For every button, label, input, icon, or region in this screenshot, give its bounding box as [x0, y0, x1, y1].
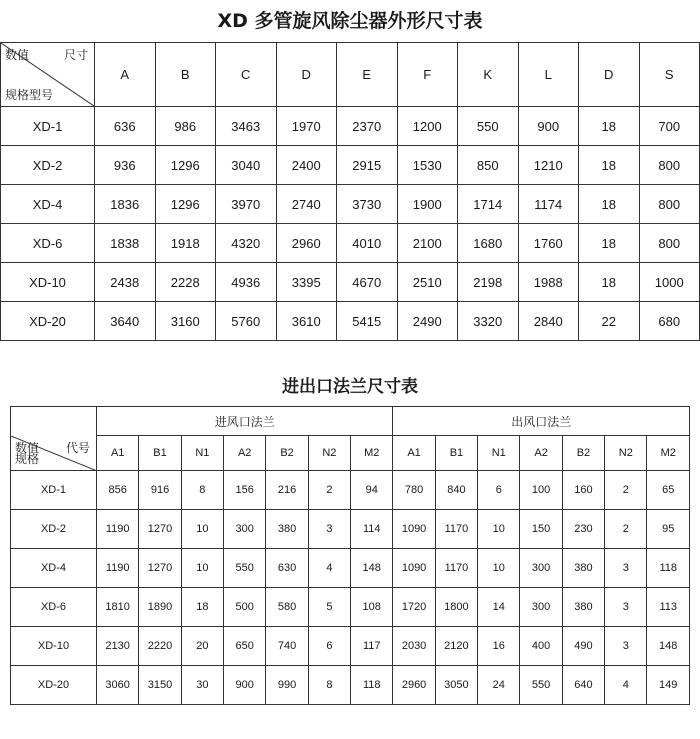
value-cell: 5 [308, 588, 350, 627]
value-cell: 1714 [458, 185, 519, 224]
value-cell: 4 [308, 549, 350, 588]
value-cell: 1918 [155, 224, 216, 263]
value-cell: 2198 [458, 263, 519, 302]
flange-table-title: 进出口法兰尺寸表 [282, 377, 418, 397]
value-cell: 20 [181, 627, 223, 666]
corner-label-code: 代号 [65, 440, 90, 455]
value-cell: 148 [351, 549, 393, 588]
value-cell: 400 [520, 627, 562, 666]
model-name-cell: XD-1 [11, 471, 97, 510]
table-row [11, 549, 690, 588]
value-cell: 1200 [397, 107, 458, 146]
value-cell: 2510 [397, 263, 458, 302]
value-cell: 95 [647, 510, 690, 549]
dimension-table-header-row [1, 43, 700, 107]
value-cell: 680 [639, 302, 700, 341]
value-cell: 4010 [337, 224, 398, 263]
value-cell: 6 [308, 627, 350, 666]
flange-column-header: N1 [478, 436, 520, 471]
model-name-cell: XD-20 [1, 302, 95, 341]
value-cell: 1838 [95, 224, 156, 263]
value-cell: 14 [478, 588, 520, 627]
value-cell: 550 [224, 549, 266, 588]
value-cell: 1170 [435, 510, 477, 549]
dimension-column-header: B [155, 43, 216, 107]
value-cell: 580 [266, 588, 308, 627]
value-cell: 1090 [393, 510, 435, 549]
table-row [1, 224, 700, 263]
value-cell: 160 [562, 471, 604, 510]
value-cell: 16 [478, 627, 520, 666]
value-cell: 3 [605, 627, 647, 666]
value-cell: 800 [639, 224, 700, 263]
table-row [11, 471, 690, 510]
value-cell: 1174 [518, 185, 579, 224]
value-cell: 4 [605, 666, 647, 705]
table-row [11, 666, 690, 705]
value-cell: 10 [181, 510, 223, 549]
table-row [11, 588, 690, 627]
value-cell: 1190 [97, 510, 139, 549]
flange-table-group-row [11, 407, 690, 436]
value-cell: 3050 [435, 666, 477, 705]
dimension-column-header: S [639, 43, 700, 107]
table-row [1, 263, 700, 302]
value-cell: 1296 [155, 146, 216, 185]
value-cell: 300 [520, 549, 562, 588]
dimension-table-title: XD 多管旋风除尘器外形尺寸表 [217, 10, 483, 32]
flange-column-header: B1 [139, 436, 181, 471]
value-cell: 2840 [518, 302, 579, 341]
value-cell: 490 [562, 627, 604, 666]
model-name-cell: XD-2 [1, 146, 95, 185]
value-cell: 1296 [155, 185, 216, 224]
dimension-column-header: K [458, 43, 519, 107]
value-cell: 3970 [216, 185, 277, 224]
value-cell: 1190 [97, 549, 139, 588]
value-cell: 2120 [435, 627, 477, 666]
value-cell: 149 [647, 666, 690, 705]
value-cell: 2 [605, 471, 647, 510]
value-cell: 18 [579, 107, 640, 146]
corner-label-model: 规格型号 [5, 88, 54, 102]
value-cell: 2 [605, 510, 647, 549]
corner-label-value: 数值 [15, 440, 40, 455]
table-row [11, 510, 690, 549]
value-cell: 5415 [337, 302, 398, 341]
value-cell: 117 [351, 627, 393, 666]
value-cell: 780 [393, 471, 435, 510]
flange-column-header: B2 [562, 436, 604, 471]
value-cell: 1890 [139, 588, 181, 627]
flange-column-header: M2 [647, 436, 690, 471]
value-cell: 8 [181, 471, 223, 510]
flange-table-header-row [11, 436, 690, 471]
flange-column-header: M2 [351, 436, 393, 471]
value-cell: 300 [224, 510, 266, 549]
value-cell: 800 [639, 146, 700, 185]
value-cell: 3060 [97, 666, 139, 705]
value-cell: 1170 [435, 549, 477, 588]
value-cell: 4670 [337, 263, 398, 302]
value-cell: 100 [520, 471, 562, 510]
model-name-cell: XD-10 [1, 263, 95, 302]
value-cell: 740 [266, 627, 308, 666]
corner-label-spec: 规格 [15, 452, 40, 466]
value-cell: 8 [308, 666, 350, 705]
value-cell: 3040 [216, 146, 277, 185]
value-cell: 230 [562, 510, 604, 549]
value-cell: 4936 [216, 263, 277, 302]
value-cell: 1836 [95, 185, 156, 224]
value-cell: 65 [647, 471, 690, 510]
value-cell: 156 [224, 471, 266, 510]
value-cell: 640 [562, 666, 604, 705]
value-cell: 24 [478, 666, 520, 705]
value-cell: 2220 [139, 627, 181, 666]
value-cell: 2400 [276, 146, 337, 185]
value-cell: 2960 [276, 224, 337, 263]
value-cell: 380 [266, 510, 308, 549]
value-cell: 1270 [139, 510, 181, 549]
table-row [1, 107, 700, 146]
model-name-cell: XD-4 [1, 185, 95, 224]
value-cell: 380 [562, 549, 604, 588]
value-cell: 118 [647, 549, 690, 588]
value-cell: 2960 [393, 666, 435, 705]
value-cell: 2740 [276, 185, 337, 224]
value-cell: 3 [308, 510, 350, 549]
value-cell: 1760 [518, 224, 579, 263]
value-cell: 18 [579, 185, 640, 224]
dimension-column-header: D [579, 43, 640, 107]
value-cell: 1090 [393, 549, 435, 588]
model-name-cell: XD-6 [11, 588, 97, 627]
value-cell: 2130 [97, 627, 139, 666]
value-cell: 1720 [393, 588, 435, 627]
value-cell: 150 [520, 510, 562, 549]
value-cell: 840 [435, 471, 477, 510]
corner-label-dimension: 尺寸 [63, 48, 88, 62]
value-cell: 2100 [397, 224, 458, 263]
value-cell: 3610 [276, 302, 337, 341]
value-cell: 3640 [95, 302, 156, 341]
value-cell: 30 [181, 666, 223, 705]
table-row [1, 302, 700, 341]
value-cell: 148 [647, 627, 690, 666]
value-cell: 916 [139, 471, 181, 510]
value-cell: 500 [224, 588, 266, 627]
value-cell: 1800 [435, 588, 477, 627]
value-cell: 1530 [397, 146, 458, 185]
model-name-cell: XD-4 [11, 549, 97, 588]
value-cell: 10 [478, 549, 520, 588]
value-cell: 550 [520, 666, 562, 705]
dimension-column-header: E [337, 43, 398, 107]
value-cell: 2228 [155, 263, 216, 302]
flange-table-corner-cell [11, 436, 97, 471]
flange-column-header: A2 [520, 436, 562, 471]
value-cell: 2030 [393, 627, 435, 666]
value-cell: 94 [351, 471, 393, 510]
value-cell: 3320 [458, 302, 519, 341]
value-cell: 3150 [139, 666, 181, 705]
table-row [11, 627, 690, 666]
value-cell: 2438 [95, 263, 156, 302]
flange-column-header: N2 [605, 436, 647, 471]
value-cell: 18 [579, 146, 640, 185]
value-cell: 4320 [216, 224, 277, 263]
value-cell: 300 [520, 588, 562, 627]
value-cell: 18 [579, 224, 640, 263]
value-cell: 380 [562, 588, 604, 627]
value-cell: 1900 [397, 185, 458, 224]
value-cell: 2490 [397, 302, 458, 341]
table-row [1, 146, 700, 185]
value-cell: 22 [579, 302, 640, 341]
flange-group-outlet: 出风口法兰 [393, 407, 690, 436]
value-cell: 3395 [276, 263, 337, 302]
value-cell: 3 [605, 588, 647, 627]
dimension-column-header: D [276, 43, 337, 107]
flange-column-header: B1 [435, 436, 477, 471]
value-cell: 1810 [97, 588, 139, 627]
value-cell: 216 [266, 471, 308, 510]
value-cell: 1210 [518, 146, 579, 185]
value-cell: 118 [351, 666, 393, 705]
dimension-column-header: F [397, 43, 458, 107]
flange-table [10, 406, 690, 705]
value-cell: 10 [478, 510, 520, 549]
value-cell: 550 [458, 107, 519, 146]
value-cell: 1270 [139, 549, 181, 588]
model-name-cell: XD-20 [11, 666, 97, 705]
value-cell: 650 [224, 627, 266, 666]
value-cell: 900 [224, 666, 266, 705]
dimension-column-header: C [216, 43, 277, 107]
value-cell: 3 [605, 549, 647, 588]
value-cell: 2 [308, 471, 350, 510]
flange-column-header: A2 [224, 436, 266, 471]
flange-column-header: N2 [308, 436, 350, 471]
value-cell: 700 [639, 107, 700, 146]
value-cell: 2370 [337, 107, 398, 146]
value-cell: 18 [579, 263, 640, 302]
value-cell: 5760 [216, 302, 277, 341]
flange-column-header: A1 [393, 436, 435, 471]
flange-column-header: A1 [97, 436, 139, 471]
value-cell: 800 [639, 185, 700, 224]
model-name-cell: XD-1 [1, 107, 95, 146]
value-cell: 113 [647, 588, 690, 627]
value-cell: 936 [95, 146, 156, 185]
value-cell: 1000 [639, 263, 700, 302]
dimension-table [0, 42, 700, 341]
flange-column-header: B2 [266, 436, 308, 471]
value-cell: 18 [181, 588, 223, 627]
value-cell: 3730 [337, 185, 398, 224]
value-cell: 986 [155, 107, 216, 146]
value-cell: 108 [351, 588, 393, 627]
value-cell: 1988 [518, 263, 579, 302]
model-name-cell: XD-10 [11, 627, 97, 666]
dimension-column-header: L [518, 43, 579, 107]
flange-column-header: N1 [181, 436, 223, 471]
value-cell: 636 [95, 107, 156, 146]
model-name-cell: XD-2 [11, 510, 97, 549]
value-cell: 2915 [337, 146, 398, 185]
value-cell: 3463 [216, 107, 277, 146]
value-cell: 3160 [155, 302, 216, 341]
dimension-column-header: A [95, 43, 156, 107]
table-row [1, 185, 700, 224]
value-cell: 1970 [276, 107, 337, 146]
value-cell: 6 [478, 471, 520, 510]
value-cell: 856 [97, 471, 139, 510]
dimension-table-corner-cell [1, 43, 95, 107]
value-cell: 1680 [458, 224, 519, 263]
flange-table-group-spacer [11, 407, 97, 436]
value-cell: 990 [266, 666, 308, 705]
value-cell: 10 [181, 549, 223, 588]
model-name-cell: XD-6 [1, 224, 95, 263]
value-cell: 900 [518, 107, 579, 146]
corner-label-value: 数值 [5, 48, 30, 62]
value-cell: 630 [266, 549, 308, 588]
flange-group-inlet: 进风口法兰 [97, 407, 393, 436]
value-cell: 850 [458, 146, 519, 185]
value-cell: 114 [351, 510, 393, 549]
